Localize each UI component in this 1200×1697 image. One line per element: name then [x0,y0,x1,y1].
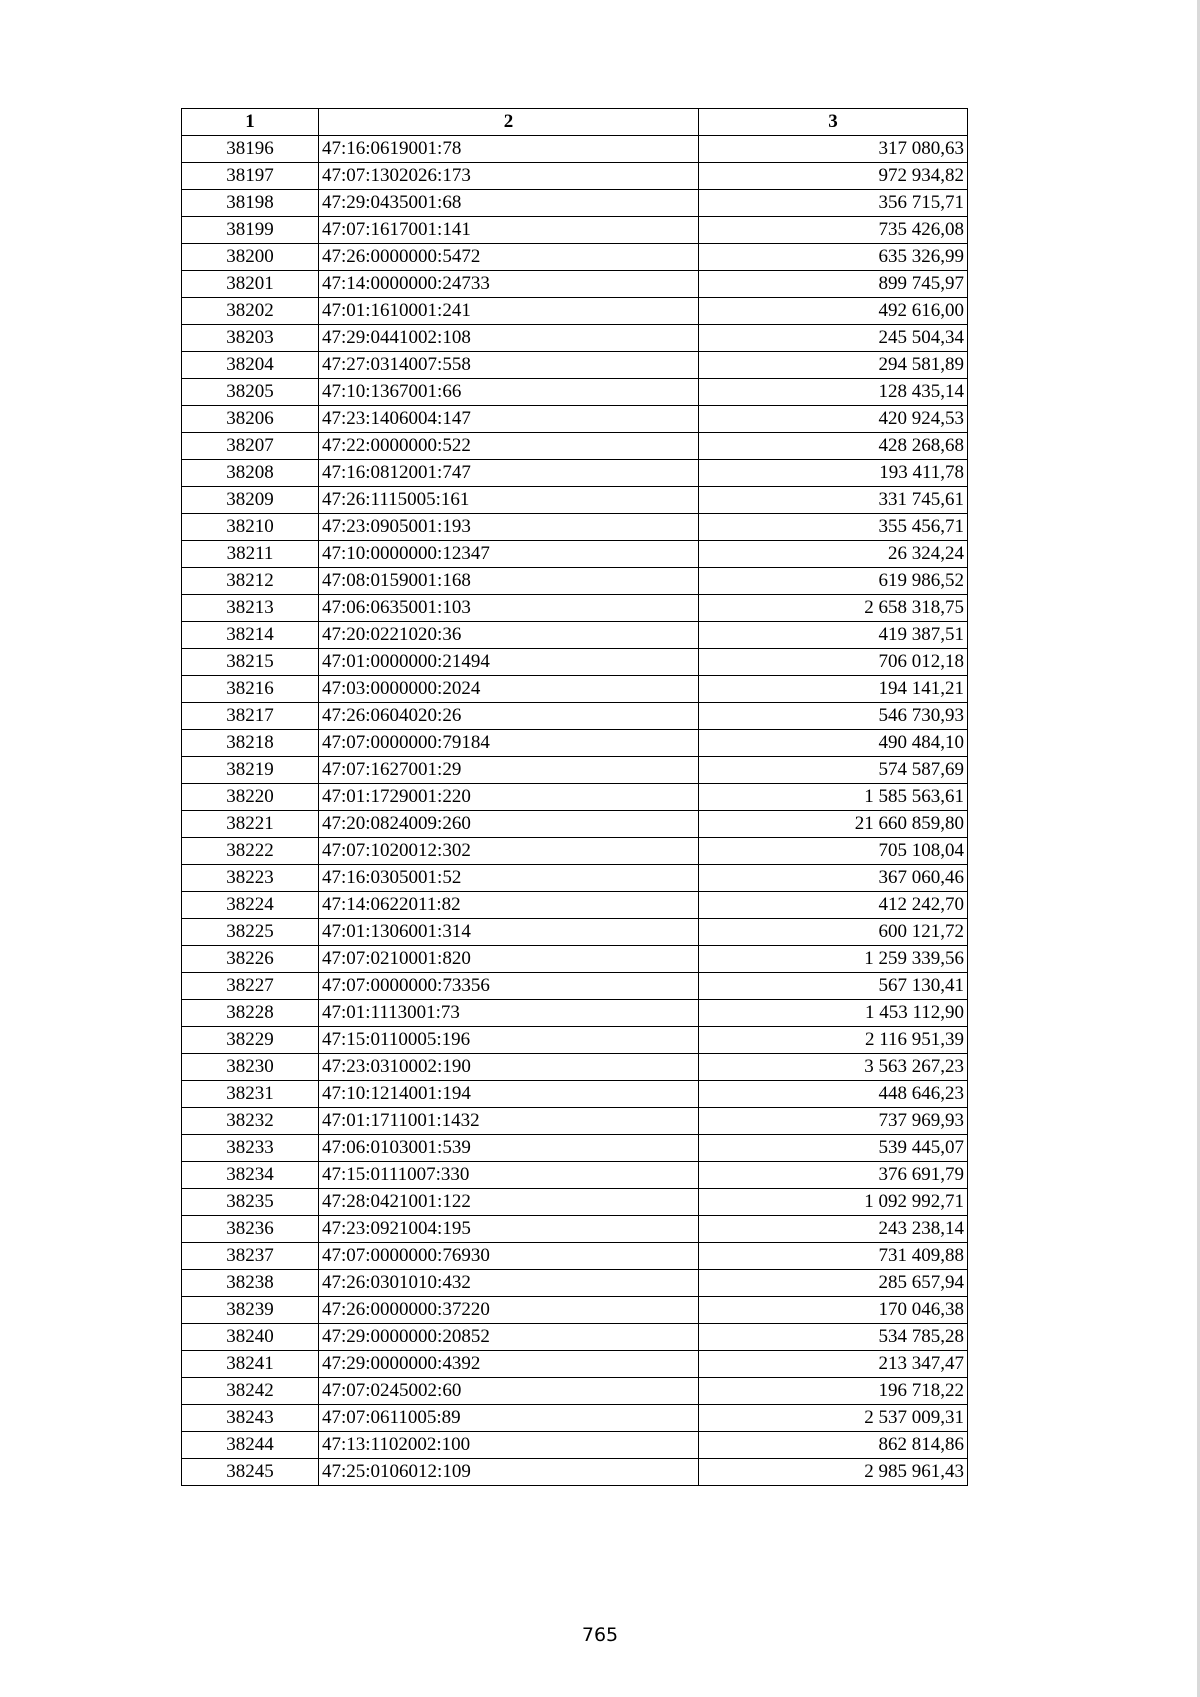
table-row [182,595,968,622]
row-number-cell: 38239 [182,1297,319,1324]
table-row [182,460,968,487]
value-cell: 170 046,38 [699,1297,968,1324]
table-row [182,568,968,595]
row-number-cell: 38233 [182,1135,319,1162]
table-row [182,487,968,514]
table-header [182,109,968,136]
value-cell: 1 585 563,61 [699,784,968,811]
row-number-cell: 38232 [182,1108,319,1135]
cadastral-number-cell: 47:07:0000000:76930 [319,1243,699,1270]
cadastral-number-cell: 47:16:0619001:78 [319,136,699,163]
value-cell: 448 646,23 [699,1081,968,1108]
value-cell: 376 691,79 [699,1162,968,1189]
value-cell: 294 581,89 [699,352,968,379]
header-col-3: 3 [699,109,968,136]
cadastral-number-cell: 47:01:1729001:220 [319,784,699,811]
cadastral-number-cell: 47:01:1306001:314 [319,919,699,946]
cadastral-number-cell: 47:28:0421001:122 [319,1189,699,1216]
row-number-cell: 38236 [182,1216,319,1243]
value-cell: 492 616,00 [699,298,968,325]
header-col-2: 2 [319,109,699,136]
table-row [182,757,968,784]
value-cell: 412 242,70 [699,892,968,919]
value-cell: 2 537 009,31 [699,1405,968,1432]
table-row [182,703,968,730]
cadastral-number-cell: 47:03:0000000:2024 [319,676,699,703]
cadastral-number-cell: 47:16:0812001:747 [319,460,699,487]
row-number-cell: 38203 [182,325,319,352]
row-number-cell: 38207 [182,433,319,460]
table-row [182,136,968,163]
table-row [182,244,968,271]
value-cell: 574 587,69 [699,757,968,784]
table-row [182,1081,968,1108]
page-number: 765 [581,1624,619,1646]
table-row [182,919,968,946]
value-cell: 213 347,47 [699,1351,968,1378]
table-row [182,946,968,973]
row-number-cell: 38211 [182,541,319,568]
row-number-cell: 38224 [182,892,319,919]
table-row [182,838,968,865]
table-row [182,217,968,244]
cadastral-number-cell: 47:07:1627001:29 [319,757,699,784]
cadastral-number-cell: 47:15:0110005:196 [319,1027,699,1054]
cadastral-number-cell: 47:06:0635001:103 [319,595,699,622]
table-row [182,649,968,676]
cadastral-number-cell: 47:07:1020012:302 [319,838,699,865]
table-row [182,730,968,757]
cadastral-number-cell: 47:06:0103001:539 [319,1135,699,1162]
cadastral-number-cell: 47:26:0604020:26 [319,703,699,730]
table-row [182,406,968,433]
row-number-cell: 38204 [182,352,319,379]
row-number-cell: 38220 [182,784,319,811]
row-number-cell: 38237 [182,1243,319,1270]
cadastral-number-cell: 47:29:0000000:4392 [319,1351,699,1378]
row-number-cell: 38197 [182,163,319,190]
table-row [182,1459,968,1486]
row-number-cell: 38205 [182,379,319,406]
value-cell: 619 986,52 [699,568,968,595]
row-number-cell: 38214 [182,622,319,649]
value-cell: 2 985 961,43 [699,1459,968,1486]
value-cell: 356 715,71 [699,190,968,217]
value-cell: 419 387,51 [699,622,968,649]
row-number-cell: 38228 [182,1000,319,1027]
value-cell: 317 080,63 [699,136,968,163]
row-number-cell: 38201 [182,271,319,298]
value-cell: 600 121,72 [699,919,968,946]
cadastral-number-cell: 47:07:0210001:820 [319,946,699,973]
cadastral-number-cell: 47:01:1711001:1432 [319,1108,699,1135]
row-number-cell: 38223 [182,865,319,892]
value-cell: 972 934,82 [699,163,968,190]
row-number-cell: 38202 [182,298,319,325]
table-row [182,865,968,892]
table-row [182,1432,968,1459]
row-number-cell: 38221 [182,811,319,838]
value-cell: 1 259 339,56 [699,946,968,973]
table-row [182,1135,968,1162]
row-number-cell: 38213 [182,595,319,622]
value-cell: 862 814,86 [699,1432,968,1459]
table-row [182,973,968,1000]
header-row [182,109,968,136]
row-number-cell: 38245 [182,1459,319,1486]
value-cell: 193 411,78 [699,460,968,487]
value-cell: 490 484,10 [699,730,968,757]
table-row [182,622,968,649]
cadastral-number-cell: 47:14:0000000:24733 [319,271,699,298]
row-number-cell: 38229 [182,1027,319,1054]
table-row [182,1027,968,1054]
cadastral-number-cell: 47:13:1102002:100 [319,1432,699,1459]
cadastral-number-cell: 47:23:1406004:147 [319,406,699,433]
row-number-cell: 38225 [182,919,319,946]
value-cell: 2 658 318,75 [699,595,968,622]
table-row [182,676,968,703]
table-row [182,1243,968,1270]
row-number-cell: 38222 [182,838,319,865]
row-number-cell: 38235 [182,1189,319,1216]
value-cell: 428 268,68 [699,433,968,460]
value-cell: 3 563 267,23 [699,1054,968,1081]
value-cell: 245 504,34 [699,325,968,352]
table-row [182,811,968,838]
cadastral-number-cell: 47:07:1617001:141 [319,217,699,244]
row-number-cell: 38238 [182,1270,319,1297]
cadastral-number-cell: 47:07:0245002:60 [319,1378,699,1405]
table-row [182,1378,968,1405]
cadastral-number-cell: 47:10:0000000:12347 [319,541,699,568]
value-cell: 1 092 992,71 [699,1189,968,1216]
table-row [182,892,968,919]
value-cell: 546 730,93 [699,703,968,730]
value-cell: 1 453 112,90 [699,1000,968,1027]
value-cell: 539 445,07 [699,1135,968,1162]
cadastral-number-cell: 47:07:0000000:79184 [319,730,699,757]
row-number-cell: 38242 [182,1378,319,1405]
table-body [182,136,968,1486]
table-row [182,433,968,460]
value-cell: 21 660 859,80 [699,811,968,838]
cadastral-number-cell: 47:08:0159001:168 [319,568,699,595]
value-cell: 355 456,71 [699,514,968,541]
cadastral-number-cell: 47:16:0305001:52 [319,865,699,892]
table-row [182,1216,968,1243]
table-row [182,190,968,217]
row-number-cell: 38218 [182,730,319,757]
table-row [182,514,968,541]
row-number-cell: 38241 [182,1351,319,1378]
table-row [182,163,968,190]
value-cell: 285 657,94 [699,1270,968,1297]
cadastral-number-cell: 47:26:0000000:5472 [319,244,699,271]
table-row [182,1297,968,1324]
value-cell: 243 238,14 [699,1216,968,1243]
header-col-1: 1 [182,109,319,136]
table-row [182,1324,968,1351]
value-cell: 196 718,22 [699,1378,968,1405]
cadastral-number-cell: 47:23:0921004:195 [319,1216,699,1243]
cadastral-number-cell: 47:01:1113001:73 [319,1000,699,1027]
value-cell: 194 141,21 [699,676,968,703]
table-row [182,541,968,568]
value-cell: 899 745,97 [699,271,968,298]
table-row [182,1162,968,1189]
cadastral-number-cell: 47:23:0905001:193 [319,514,699,541]
cadastral-number-cell: 47:26:0000000:37220 [319,1297,699,1324]
row-number-cell: 38196 [182,136,319,163]
table-row [182,1405,968,1432]
row-number-cell: 38200 [182,244,319,271]
table-row [182,1000,968,1027]
table-row [182,271,968,298]
cadastral-number-cell: 47:07:0000000:73356 [319,973,699,1000]
cadastral-number-cell: 47:29:0441002:108 [319,325,699,352]
cadastral-number-cell: 47:25:0106012:109 [319,1459,699,1486]
cadastral-number-cell: 47:07:1302026:173 [319,163,699,190]
value-cell: 128 435,14 [699,379,968,406]
row-number-cell: 38198 [182,190,319,217]
table-row [182,1054,968,1081]
row-number-cell: 38243 [182,1405,319,1432]
cadastral-number-cell: 47:22:0000000:522 [319,433,699,460]
cadastral-number-cell: 47:01:0000000:21494 [319,649,699,676]
cadastral-number-cell: 47:20:0824009:260 [319,811,699,838]
value-cell: 735 426,08 [699,217,968,244]
table-row [182,1270,968,1297]
cadastral-number-cell: 47:14:0622011:82 [319,892,699,919]
table-row [182,352,968,379]
value-cell: 26 324,24 [699,541,968,568]
row-number-cell: 38216 [182,676,319,703]
value-cell: 2 116 951,39 [699,1027,968,1054]
row-number-cell: 38209 [182,487,319,514]
table-row [182,1351,968,1378]
table-row [182,298,968,325]
table-row [182,1108,968,1135]
cadastral-number-cell: 47:15:0111007:330 [319,1162,699,1189]
row-number-cell: 38227 [182,973,319,1000]
table-row [182,379,968,406]
table-row [182,1189,968,1216]
value-cell: 706 012,18 [699,649,968,676]
table-row [182,325,968,352]
row-number-cell: 38230 [182,1054,319,1081]
row-number-cell: 38212 [182,568,319,595]
row-number-cell: 38215 [182,649,319,676]
cadastral-number-cell: 47:10:1367001:66 [319,379,699,406]
value-cell: 635 326,99 [699,244,968,271]
cadastral-number-cell: 47:20:0221020:36 [319,622,699,649]
value-cell: 737 969,93 [699,1108,968,1135]
cadastral-number-cell: 47:27:0314007:558 [319,352,699,379]
row-number-cell: 38244 [182,1432,319,1459]
cadastral-number-cell: 47:26:1115005:161 [319,487,699,514]
value-cell: 367 060,46 [699,865,968,892]
cadastral-number-cell: 47:01:1610001:241 [319,298,699,325]
cadastral-number-cell: 47:07:0611005:89 [319,1405,699,1432]
row-number-cell: 38240 [182,1324,319,1351]
row-number-cell: 38208 [182,460,319,487]
value-cell: 534 785,28 [699,1324,968,1351]
cadastral-number-cell: 47:29:0000000:20852 [319,1324,699,1351]
row-number-cell: 38206 [182,406,319,433]
table-row [182,784,968,811]
row-number-cell: 38199 [182,217,319,244]
cadastral-number-cell: 47:10:1214001:194 [319,1081,699,1108]
value-cell: 420 924,53 [699,406,968,433]
value-cell: 331 745,61 [699,487,968,514]
row-number-cell: 38219 [182,757,319,784]
cadastral-number-cell: 47:29:0435001:68 [319,190,699,217]
value-cell: 705 108,04 [699,838,968,865]
data-table [181,108,968,1486]
cadastral-number-cell: 47:23:0310002:190 [319,1054,699,1081]
row-number-cell: 38234 [182,1162,319,1189]
row-number-cell: 38210 [182,514,319,541]
cadastral-number-cell: 47:26:0301010:432 [319,1270,699,1297]
value-cell: 567 130,41 [699,973,968,1000]
value-cell: 731 409,88 [699,1243,968,1270]
row-number-cell: 38226 [182,946,319,973]
row-number-cell: 38217 [182,703,319,730]
row-number-cell: 38231 [182,1081,319,1108]
